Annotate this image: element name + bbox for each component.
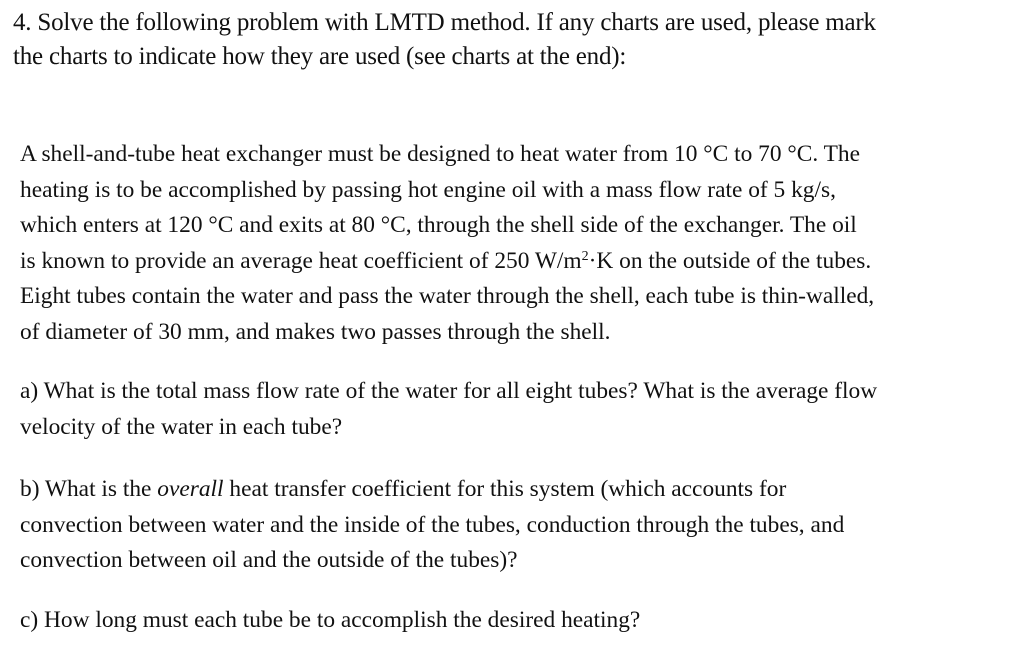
statement-line-2: heating is to be accomplished by passing hot engine oil with a mass flow rate of 5 kg/s, <box>20 176 836 203</box>
question-a <box>20 374 1002 445</box>
question-b-line-1-rest: heat transfer coefficient for this system (which accounts for <box>223 476 787 502</box>
question-c-line-1: c) How long must each tube be to accomplish the desired heating? <box>20 607 641 633</box>
statement-line-6: of diameter of 30 mm, and makes two passes through the shell. <box>20 318 611 345</box>
statement-line-4-end: ·K on the outside of the tubes. <box>588 247 872 274</box>
instruction-line-2: the charts to indicate how they are used (see charts at the end): <box>13 43 627 70</box>
question-a-line-1: a) What is the total mass flow rate of the water for all eight tubes? What is the average flow <box>20 378 878 404</box>
problem-statement <box>20 137 1002 351</box>
statement-line-4 <box>20 244 1002 280</box>
question-c <box>20 603 1002 639</box>
question-a-line-2: velocity of the water in each tube? <box>20 413 343 440</box>
instruction-line-1: 4. Solve the following problem with LMTD method. If any charts are used, please mark <box>13 9 876 36</box>
problem-instruction <box>13 6 1013 74</box>
question-b-line-1 <box>20 472 1002 508</box>
superscript-2: 2 <box>581 248 589 264</box>
question-b <box>20 472 1002 579</box>
question-b-prefix: b) What is the <box>20 476 158 502</box>
question-b-line-2: convection between water and the inside of the tubes, conduction through the tubes, and <box>20 511 845 538</box>
question-b-line-3: convection between oil and the outside of the tubes)? <box>20 547 518 574</box>
statement-line-4-start: is known to provide an average heat coefficient of 250 W/m <box>20 247 582 274</box>
question-b-emphasis: overall <box>157 476 224 502</box>
statement-line-1: A shell-and-tube heat exchanger must be designed to heat water from 10 °C to 70 °C. The <box>20 141 860 167</box>
statement-line-5: Eight tubes contain the water and pass the water through the shell, each tube is thin-walled, <box>20 283 875 310</box>
statement-line-3: which enters at 120 °C and exits at 80 °C, through the shell side of the exchanger. The oil <box>20 212 857 239</box>
